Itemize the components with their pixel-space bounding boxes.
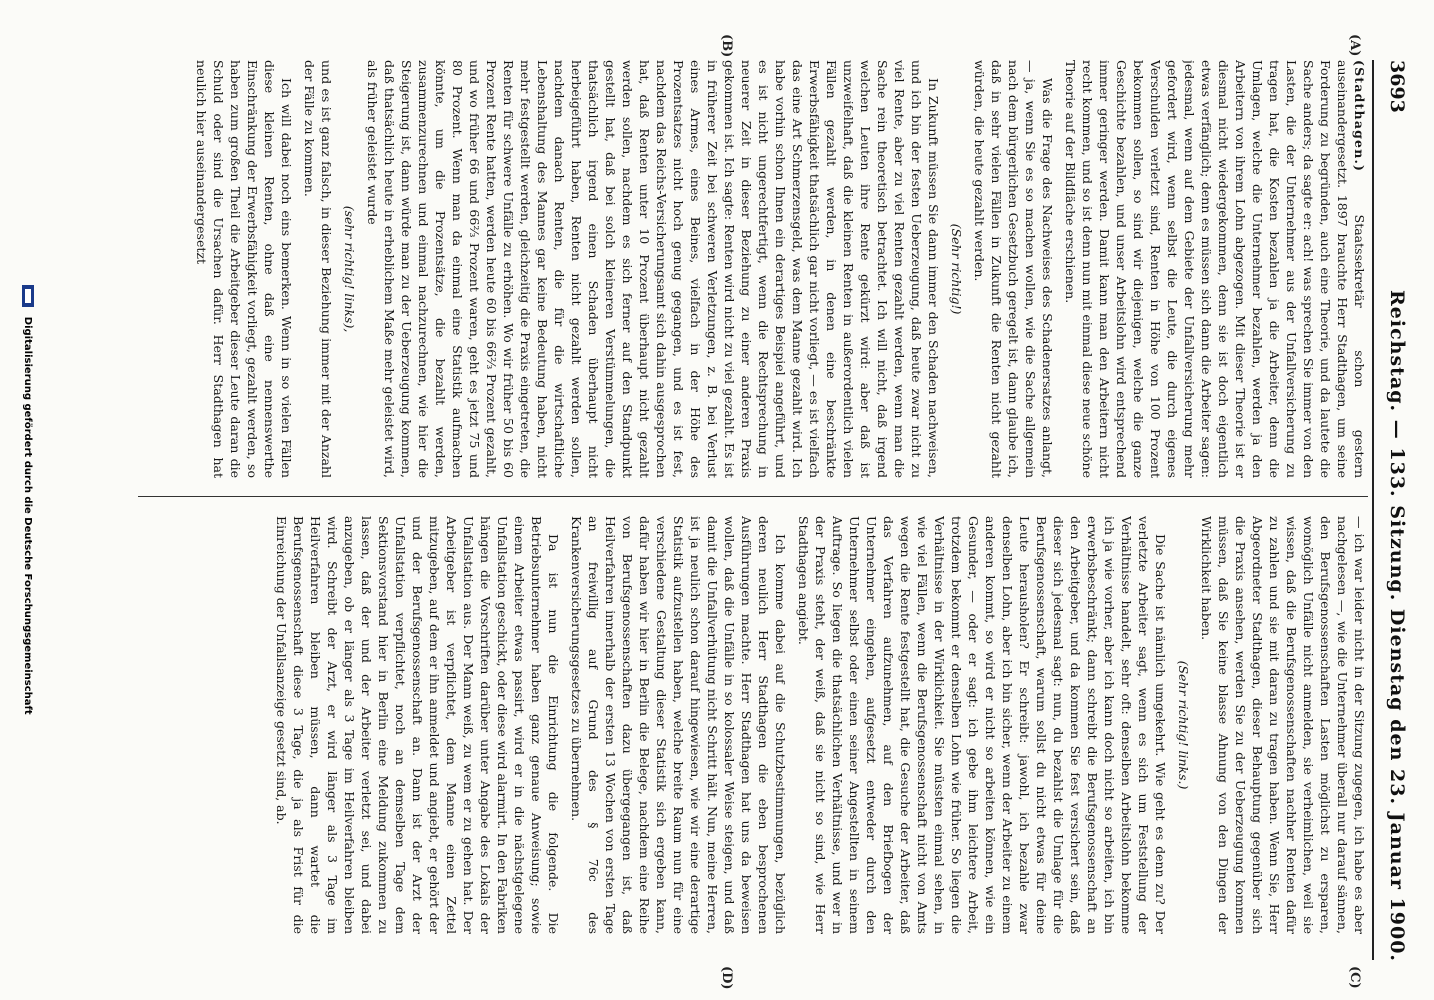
interjection: (sehr richtig! links), bbox=[342, 205, 357, 333]
digitization-credit bbox=[22, 0, 34, 1000]
right-column bbox=[138, 516, 1368, 934]
right-paragraph: — ich war leider nicht in der Sitzung zugegen, ich habe es aber nachgelesen —, wie die Unternehmer überall nur darauf sännen, den Berufsgenossenschaften Lasten möglichst zu ersparen, womöglich Unfälle nicht anmelden, sie verheimlichen, weil sie wissen, daß die Berufsgenossenschaften nachher Renten dafür zu zahlen und sie mit daran zu tragen haben. Wenn Sie, Herr Abgeordneter Stadthagen, dieser Behauptung gegenüber sich die Praxis ansehen, werden Sie zu der Ueberzeugung kommen müssen, daß Sie keine blasse Ahnung von den Dingen der Wirklichkeit haben. bbox=[1199, 516, 1367, 934]
left-paragraph bbox=[1062, 60, 1368, 478]
margin-letter-c: (C) bbox=[1347, 966, 1362, 989]
left-column bbox=[138, 60, 1368, 478]
header-rule bbox=[1372, 60, 1374, 960]
page-number: 3693 bbox=[1386, 60, 1408, 113]
dfg-logo-icon bbox=[22, 285, 34, 307]
column-divider bbox=[138, 496, 1368, 497]
left-paragraph: Was die Frage des Nachweises des Schadenersatzes anlangt, — ja, wenn Sie es so machen wollen, wie die Sache allgemein nach dem bürgerlichen Gesetzbuch geregelt ist, dann glaube ich, daß in sehr vielen Fällen in Zukunft die Renten nicht gezahlt würden, die heute gezahlt werden. bbox=[972, 60, 1055, 478]
speaker-name: (Stadthagen.) bbox=[1352, 60, 1367, 173]
page-header bbox=[1376, 60, 1416, 963]
left-paragraph: und es ist ganz falsch, in dieser Beziehung immer mit der Anzahl der Fälle zu kommen. bbox=[302, 60, 334, 478]
right-paragraph: Die Sache ist nämlich umgekehrt. Wie geht es denn zu? Der verletzte Arbeiter sagt, wenn es sich um Feststellung der Verhältnisse handelt, sehr oft: denselben Arbeitslohn bekomme ich ja wie vorher, aber ich kann doch nicht so arbeiten, ich bin erwerbsbeschränkt; dann schreibt die Berufsgenossenschaft an den Arbeitgeber, und da kommen Sie fest versichert sein, daß dieser sich jedesmal sagt: nun, du bezahlst die Umlage für die Berufsgenossenschaft, warum sollst du nicht etwas für deine Leute herausholen? Er schreibt: jawohl, ich bezahle zwar denselben Lohn, aber ich bin sicher, wenn der Arbeiter zu einem anderen kommt, so wird er nicht so arbeiten können, wie ein Gesunder, — oder er sagt: ich gebe ihm leichtere Arbeit, trotzdem bekommt er denselben Lohn wie früher. So liegen die Verhältnisse in der Wirklichkeit. Sie müssten einmal sehen, in wie viel Fällen, wenn die Berufsgenossenschaft nicht von Amts wegen die Rente festgestellt hat, die Gesuche der Arbeiter, daß das Verfahren aufzunehmen, auf den Briefbogen der Unternehmer eingehen, aufgesetzt entweder durch den Unternehmer selbst oder einen seiner Angestellten in seinem Auftrage. So liegen die thatsächlichen Verhältnisse, und wer in der Praxis steht, der weiß, daß sie nicht so sind, wie Herr Stadthagen angiebt. bbox=[796, 516, 1168, 934]
right-paragraph: Ich komme dabei auf die Schutzbestimmungen, bezüglich deren neulich Herr Stadthagen die eben besprochenen Ausführungen machte. Herr Stadthagen hat uns da beweisen wollen, daß die Unfälle in so kolossaler Weise steigen, und daß damit die Unfallverhütung nicht Schritt hält. Nun, meine Herren, ist ja neulich schon darauf hingewiesen, wie wir eine derartige Statistik aufzustellen haben, welche breite Raum nun für eine verschiedene Gestaltung dieser Statistik sich ergeben kann, dafür haben wir hier in Berlin die Belege, nachdem eine Reihe von Berufsgenossenschaften dazu übergegangen ist, daß Heilverfahren innerhalb der ersten 13 Wochen von ersten Tage an freiwillig auf Grund des § 76c des Krankenversicherungsgesetzes zu übernehmen. bbox=[569, 516, 788, 934]
left-paragraph: Ich will dabei noch eins bemerken. Wenn in so vielen Fällen diese kleinen Renten, ohne daß eine nennenswerthe Einschränkung der Erwerbsfähigkeit vorliegt, gezahlt werden, so haben zum großen Theil die Arbeitgeber dieser Leute daran die Schuld oder sind die Ursachen dafür. Herr Stadthagen hat neulich hier auseinandergesetzt bbox=[194, 60, 294, 478]
right-paragraph: Da ist nun die Einrichtung die folgende. Die Betriebsunternehmer haben ganz genaue Anweisung; sowie einem Arbeiter etwas passirt, wird er in die nächstgelegene Unfallstation geschickt, oder diese wird alarmirt. In den Fabriken hängen die Vorschriften darüber unter Angabe des Lokals der Unfallstation aus. Der Mann weiß, zu wem er zu gehen hat. Der Arbeitgeber ist verpflichtet, dem Manne einen Zettel mitzugeben, auf dem er ihn anmeldet und angiebt, er gehört der und der Berufsgenossenschaft an. Dann ist der Arzt der Unfallstation verpflichtet, noch an demselben Tage dem Sektionsvorstand hier in Berlin eine Meldung zukommen zu lassen, daß der und der Arbeiter verletzt sei, und dabei anzugeben, ob er länger als 3 Tage im Heilverfahren bleiben wird. Schreibt der Arzt, er wird länger als 3 Tage im Heilverfahren bleiben müssen, dann wartet die Berufsgenossenschaft diese 3 Tage, die ja als Frist für die Einreichung der Unfallsanzeige gesetzt sind, ab. bbox=[274, 516, 561, 934]
left-paragraph-text: Staatssekretär schon gestern auseinandergesetzt. 1897 brauchte Herr Stadthagen, um seine Forderung zu begründen, auch eine Theorie, und da lautete die Sache anders; da sagte er: ach! was sprechen Sie immer von den Lasten, die der Unternehmer aus der Unfallversicherung zu tragen hat, die Kosten bezahlen ja die Arbeiter, denn die Umlagen, welche die Unternehmer bezahlen, werden ja den Arbeitern von ihrem Lohn abgezogen. Mit dieser Theorie ist er diesmal nicht wiedergekommen, denn sie ist doch eigentlich etwas verfänglich; denn es müssen sich dann die Arbeiter sagen: jedesmal, wenn auf dem Gebiete der Unfallversicherung mehr gefordert wird, wenn selbst die Leute, die durch eigenes Verschulden verletzt sind, Renten in Höhe von 100 Prozent bekommen sollen, so sind wir diejenigen, welche die ganze Geschichte bezahlen, und unser Arbeitslohn wird entsprechend immer geringer werden. Damit kann man den Arbeitern nicht recht kommen, und so ist denn nun mit einmal diese neue schöne Theorie auf der Bildfläche erschienen. bbox=[1063, 60, 1367, 478]
interjection: (Sehr richtig!) bbox=[949, 223, 964, 315]
left-paragraph: In Zukunft müssen Sie dann immer den Schaden nachweisen, und ich bin der festen Ueberzeugung, daß heute zwar nicht zu viel Rente, aber zu viel Renten gezahlt werden, wenn man die Sache rein theoretisch betrachtet. Ich will nicht, daß irgend welchen Leuten ihre Rente gekürzt wird: aber daß ist unzweifelhaft, daß die kleinen Renten in außerordentlich vielen Fällen gezahlt werden, in denen eine beschränkte Erwerbsfähigkeit thatsächlich gar nicht vorliegt, — es ist vielfach das eine Art Schmerzensgeld, was dem Manne gezahlt wird. Ich habe vorhin schon Ihnen ein derartiges Beispiel angeführt, und es ist nicht ungerechtfertigt, wenn die Rechtsprechung in neuerer Zeit in dieser Beziehung zu einer anderen Praxis gekommen ist. Ich sagte: Renten wird nicht zu viel gezahlt. Es ist in früherer Zeit bei schweren Verletzungen, z. B. bei Verlust eines Armes, eines Beines, vielfach in der Höhe des Prozentsatzes nicht hoch genug gegangen, und es ist fest, nachdem das Reichs-Versicherungsamt sich dahin ausgesprochen hat, daß Renten unter 10 Prozent überhaupt nicht gezahlt werden sollen, nachdem es sich ferner auf den Standpunkt gestellt hat, daß bei solch kleineren Verstümmelungen, die thatsächlich irgend einen Schaden überhaupt nicht herbeigeführt haben, Renten nicht gezahlt werden sollen, nachdem danach Renten, die für die wirtschaftliche Lebenshaltung des Mannes gar keine Bedeutung haben, nicht mehr festgestellt werden, gleichzeitig die Praxis eingetreten, die Renten für schwere Unfälle zu erhöhen. Wo wir früher 50 bis 60 Prozent Rente hatten, werden heute 60 bis 66⅔ Prozent gezahlt, und wo früher 66 und 66⅔ Prozent waren, geht es jetzt 75 und 80 Prozent. Wenn man da einmal eine Statistik aufmachen könnte, um die Prozentsätze, die bezahlt werden, zusammenzurechnen und einmal nachzurechnen, wie hier die Steigerung ist, dann würde man zu der Ueberzeugung kommen, daß thatsächlich heute in erheblichem Maße mehr geleistet wird, als früher geleistet wurde bbox=[365, 60, 941, 478]
page-title: Reichstag. — 133. Sitzung. Dienstag den 23. Januar 1900. bbox=[1386, 290, 1408, 963]
margin-letter-a: (A) bbox=[1347, 34, 1362, 57]
interjection: (Sehr richtig! links.) bbox=[1176, 660, 1191, 790]
margin-letter-b: (B) bbox=[719, 34, 734, 58]
margin-letter-d: (D) bbox=[719, 966, 734, 990]
credit-text: Digitalisierung gefördert durch die Deutsche Forschungsgemeinschaft bbox=[22, 316, 33, 715]
